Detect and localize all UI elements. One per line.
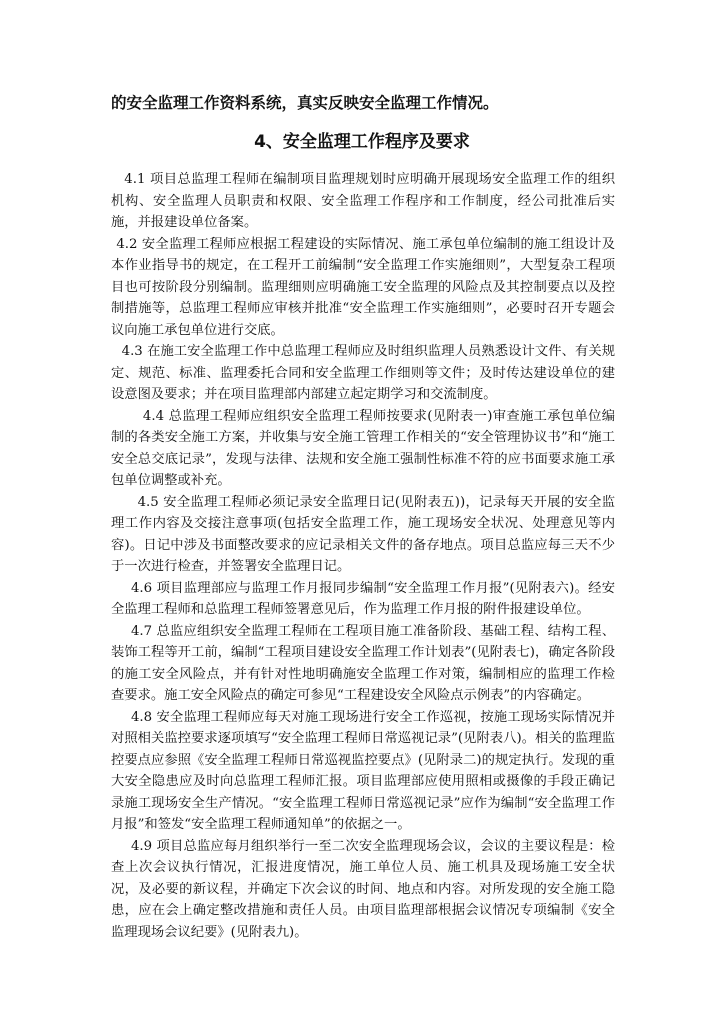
body-text bbox=[111, 169, 615, 943]
paragraph-4-9: 4.9 项目总监应每月组织举行一至二次安全监理现场会议，会议的主要议程是：检查上次会议执行情况，汇报进度情况，施工单位人员、施工机具及现场施工安全状况，及必要的新议程，并确定下次会议的时间、地点和内容。对所发现的安全施工隐患，应在会上确定整改措施和责任人员。由项目监理部根据会议情况专项编制《安全监理现场会议纪要》(见附表九)。 bbox=[111, 838, 615, 940]
paragraph-4-3: 4.3 在施工安全监理工作中总监理工程师应及时组织监理人员熟悉设计文件、有关规定、规范、标准、监理委托合同和安全监理工作细则等文件；及时传达建设单位的建设意图及要求；并在项目监理部内部建立起定期学习和交流制度。 bbox=[111, 344, 615, 402]
paragraph-4-6: 4.6 项目监理部应与监理工作月报同步编制“安全监理工作月报”(见附表六)。经安全监理工程师和总监理工程师签署意见后，作为监理工作月报的附件报建设单位。 bbox=[111, 580, 615, 617]
paragraph-4-8: 4.8 安全监理工程师应每天对施工现场进行安全工作巡视，按施工现场实际情况并对照相关监控要求逐项填写“安全监理工程师日常巡视记录”(见附表八)。相关的监理监控要点应参照《安全监理工程师日常巡视监控要点》(见附录二)的规定执行。发现的重大安全隐患应及时向总监理工程师汇报。项目监理部应使用照相或摄像的手段正确记录施工现场安全生产情况。“安全监理工程师日常巡视记录”应作为编制“安全监理工作月报”和签发“安全监理工程师通知单”的依据之一。 bbox=[111, 709, 615, 832]
paragraph-4-5: 4.5 安全监理工程师必须记录安全监理日记(见附表五))，记录每天开展的安全监理工作内容及交接注意事项(包括安全监理工作，施工现场安全状况、处理意见等内容)。日记中涉及书面整改要求的应记录相关文件的备存地点。项目总监应每三天不少于一次进行检查，并签署安全监理日记。 bbox=[111, 494, 615, 574]
paragraph-4-7: 4.7 总监应组织安全监理工程师在工程项目施工准备阶段、基础工程、结构工程、装饰工程等开工前，编制“工程项目建设安全监理工作计划表”(见附表七)，确定各阶段的施工安全风险点，并有针对性地明确施安全监理工作对策，编制相应的监理工作检查要求。施工安全风险点的确定可参见“工程建设安全风险点示例表”的内容确定。 bbox=[111, 623, 615, 703]
continued-paragraph-line: 的安全监理工作资料系统，真实反映安全监理工作情况。 bbox=[111, 94, 499, 112]
paragraph-4-2: 4.2 安全监理工程师应根据工程建设的实际情况、施工承包单位编制的施工组设计及本作业指导书的规定，在工程开工前编制“安全监理工作实施细则”，大型复杂工程项目也可按阶段分别编制。监理细则应明确施工安全监理的风险点及其控制要点以及控制措施等，总监理工程师应审核并批准“安全监理工作实施细则”，必要时召开专题会议向施工承包单位进行交底。 bbox=[111, 236, 615, 338]
paragraph-4-4: 4.4 总监理工程师应组织安全监理工程师按要求(见附表一)审查施工承包单位编制的各类安全施工方案，并收集与安全施工管理工作相关的“安全管理协议书”和“施工安全总交底记录”，发现与法律、法规和安全施工强制性标准不符的应书面要求施工承包单位调整或补充。 bbox=[111, 408, 615, 488]
paragraph-4-1: 4.1 项目总监理工程师在编制项目监理规划时应明确开展现场安全监理工作的组织机构、安全监理人员职责和权限、安全监理工作程序和工作制度，经公司批准后实施，并报建设单位备案。 bbox=[111, 172, 615, 230]
section-heading: 4、安全监理工作程序及要求 bbox=[254, 132, 470, 152]
